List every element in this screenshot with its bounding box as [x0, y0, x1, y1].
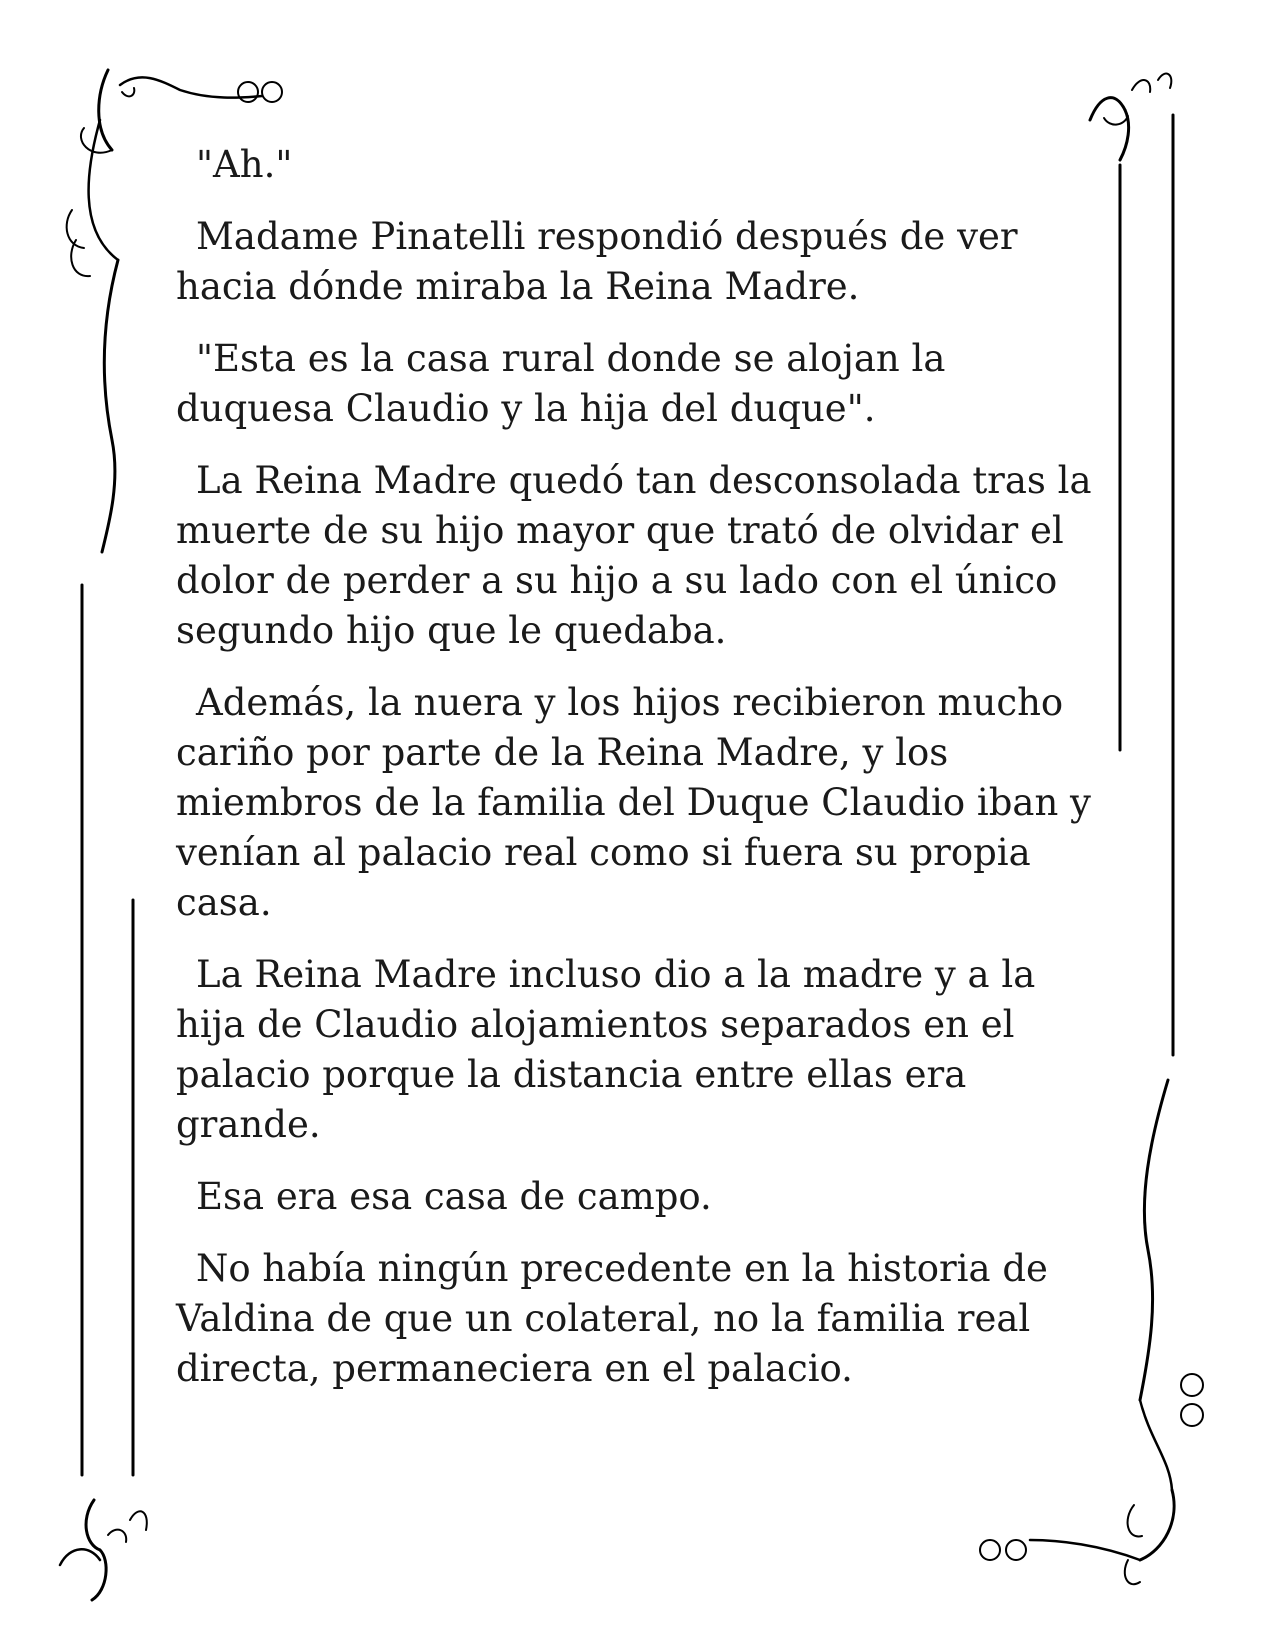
- paragraph: Además, la nuera y los hijos recibieron mucho cariño por parte de la Reina Madre, y los miembros de la familia del Duque Claudio iban y venían al palacio real como si fuera su propia casa.: [176, 681, 1091, 924]
- paragraph: "Esta es la casa rural donde se alojan la duquesa Claudio y la hija del duque".: [176, 337, 946, 430]
- bottom-left-flourish-icon: [60, 1500, 147, 1600]
- paragraph: Esa era esa casa de campo.: [196, 1175, 712, 1218]
- paragraph: La Reina Madre quedó tan desconsolada tras la muerte de su hijo mayor que trató de olvidar el dolor de perder a su hijo a su lado con el único segundo hijo que le quedaba.: [176, 459, 1092, 652]
- paragraph: "Ah.": [196, 143, 293, 186]
- body-text: [176, 140, 1096, 1416]
- top-right-flourish-icon: [1090, 74, 1171, 160]
- paragraph: No había ningún precedente en la historia de Valdina de que un colateral, no la familia real directa, permaneciera en el palacio.: [176, 1247, 1048, 1390]
- paragraph: La Reina Madre incluso dio a la madre y a la hija de Claudio alojamientos separados en el palacio porque la distancia entre ellas era grande.: [176, 953, 1036, 1146]
- paragraph: Madame Pinatelli respondió después de ver hacia dónde miraba la Reina Madre.: [176, 215, 1018, 308]
